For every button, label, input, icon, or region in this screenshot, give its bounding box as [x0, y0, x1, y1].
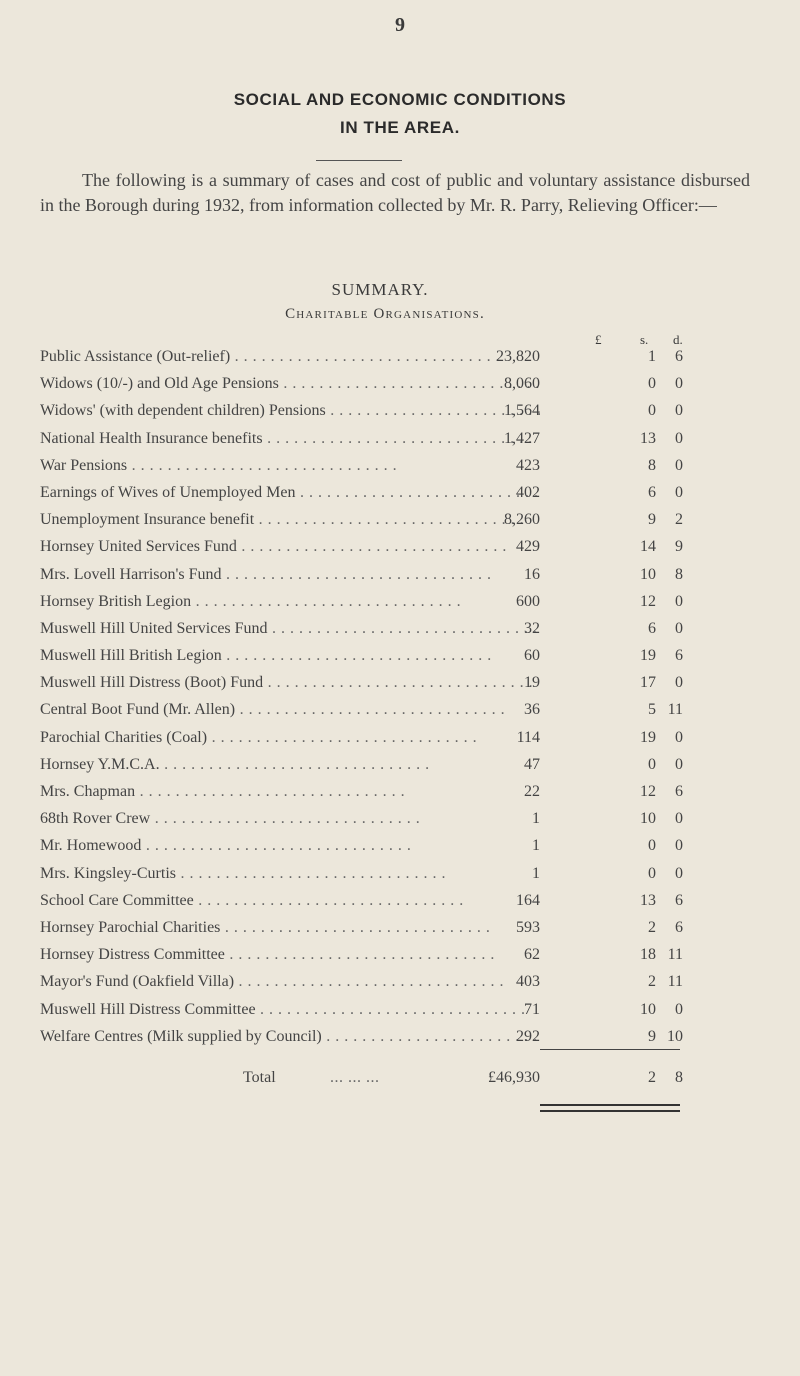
- table-row: [0, 371, 800, 398]
- total-pence: 8: [675, 1069, 683, 1086]
- row-name: Hornsey United Services Fund . . .: [40, 538, 540, 556]
- table-row: [0, 969, 800, 996]
- row-pounds: 62: [524, 946, 540, 964]
- column-header-pounds: £: [595, 332, 602, 347]
- row-shillings: 0: [648, 402, 656, 420]
- row-name: National Health Insurance benefits . . .: [40, 430, 540, 448]
- row-pence: 9: [675, 538, 683, 556]
- row-shillings: 14: [640, 538, 656, 556]
- row-name: Hornsey British Legion . . .: [40, 593, 540, 611]
- row-pounds: 403: [516, 973, 540, 991]
- row-name: Muswell Hill Distress Committee . . .: [40, 1001, 540, 1019]
- total-leader-dots: ... ... ...: [330, 1069, 380, 1086]
- row-pounds: 1: [532, 810, 540, 828]
- row-pence: 0: [675, 456, 683, 474]
- row-name: Hornsey Distress Committee . . .: [40, 946, 540, 964]
- row-pence: 0: [675, 810, 683, 828]
- row-pounds: 600: [516, 592, 540, 610]
- row-shillings: 10: [640, 810, 656, 828]
- row-pence: 0: [675, 674, 683, 692]
- row-pounds: 593: [516, 918, 540, 936]
- row-pence: 0: [675, 483, 683, 501]
- total-pounds: £46,930: [488, 1069, 540, 1086]
- row-pence: 6: [675, 918, 683, 936]
- row-pence: 0: [675, 592, 683, 610]
- row-shillings: 2: [648, 918, 656, 936]
- intro-paragraph: The following is a summary of cases and cost of public and voluntary assistance disbursed in the Borough during 1932, from information collected by Mr. R. Parry, Relieving Officer:—: [40, 170, 750, 215]
- row-name: Widows (10/-) and Old Age Pensions . . .: [40, 375, 540, 393]
- row-pounds: 1: [532, 864, 540, 882]
- total-double-rule-upper: [540, 1104, 680, 1106]
- row-shillings: 2: [648, 973, 656, 991]
- row-pence: 0: [675, 375, 683, 393]
- row-pounds: 36: [524, 701, 540, 719]
- row-pence: 8: [675, 565, 683, 583]
- row-pounds: 114: [516, 728, 540, 746]
- row-shillings: 0: [648, 755, 656, 773]
- table-row: [0, 833, 800, 860]
- row-pence: 0: [675, 1000, 683, 1018]
- section-heading: SOCIAL AND ECONOMIC CONDITIONS: [233, 90, 567, 109]
- row-pence: 6: [675, 783, 683, 800]
- row-name: Unemployment Insurance benefit . . .: [40, 511, 540, 529]
- table-row: [0, 398, 800, 425]
- row-name: Hornsey Y.M.C.A. . . .: [40, 756, 540, 774]
- table-row: [0, 888, 800, 915]
- total-double-rule-lower: [540, 1110, 680, 1112]
- table-row: [0, 344, 800, 371]
- row-name: Mrs. Lovell Harrison's Fund . . .: [40, 566, 540, 584]
- row-name: Hornsey Parochial Charities . . .: [40, 919, 540, 937]
- row-pence: 0: [675, 619, 683, 637]
- row-pounds: 16: [524, 565, 540, 583]
- row-shillings: 6: [648, 619, 656, 637]
- row-shillings: 1: [648, 348, 656, 365]
- table-row: [0, 942, 800, 969]
- summary-title: SUMMARY.: [331, 280, 429, 299]
- row-pounds: 71: [524, 1000, 540, 1018]
- total-shillings: 2: [648, 1069, 656, 1086]
- table-row: [0, 589, 800, 616]
- table-row: [0, 697, 800, 724]
- row-shillings: 5: [648, 701, 656, 719]
- row-pence: 0: [675, 402, 683, 420]
- table-row: [0, 507, 800, 534]
- row-pounds: 1,427: [504, 429, 540, 447]
- table-row: [0, 915, 800, 942]
- row-pounds: 8,060: [504, 375, 540, 393]
- row-name: 68th Rover Crew . . .: [40, 810, 540, 828]
- page-number: 9: [395, 14, 405, 36]
- table-row: [0, 806, 800, 833]
- row-pounds: 402: [516, 483, 540, 501]
- row-shillings: 19: [640, 728, 656, 746]
- row-pounds: 8,260: [504, 511, 540, 529]
- table-row: [0, 453, 800, 480]
- row-shillings: 9: [648, 1027, 656, 1045]
- row-pounds: 429: [516, 538, 540, 556]
- row-pence: 0: [675, 429, 683, 447]
- row-name: Mrs. Kingsley-Curtis . . .: [40, 865, 540, 883]
- table-row: [0, 562, 800, 589]
- table-row: [0, 725, 800, 752]
- row-pounds: 60: [524, 647, 540, 665]
- row-shillings: 13: [640, 429, 656, 447]
- row-pence: 6: [675, 647, 683, 665]
- row-pence: 0: [675, 864, 683, 882]
- column-header-shillings: s.: [640, 332, 649, 347]
- row-shillings: 0: [648, 837, 656, 855]
- row-pence: 11: [667, 946, 683, 964]
- row-name: Mayor's Fund (Oakfield Villa) . . .: [40, 973, 540, 991]
- row-pence: 0: [675, 837, 683, 855]
- table-row: [0, 616, 800, 643]
- row-shillings: 6: [648, 483, 656, 501]
- row-pounds: 22: [524, 783, 540, 800]
- row-pounds: 164: [516, 891, 540, 909]
- row-pounds: 1: [532, 837, 540, 855]
- row-shillings: 0: [648, 864, 656, 882]
- row-shillings: 0: [648, 375, 656, 393]
- row-name: Central Boot Fund (Mr. Allen) . . .: [40, 701, 540, 719]
- table-row: [0, 643, 800, 670]
- row-shillings: 9: [648, 511, 656, 529]
- row-name: Mrs. Chapman . . .: [40, 783, 540, 801]
- row-pence: 10: [667, 1027, 683, 1045]
- charitable-organisations-title: Charitable Organisations.: [285, 306, 485, 322]
- table-row: [0, 1024, 800, 1051]
- table-row: [0, 752, 800, 779]
- row-name: Parochial Charities (Coal) . . .: [40, 729, 540, 747]
- row-name: Mr. Homewood . . .: [40, 837, 540, 855]
- row-pence: 11: [667, 701, 683, 719]
- table-row: [0, 997, 800, 1024]
- total-rule: [540, 1049, 680, 1050]
- table-row: [0, 534, 800, 561]
- table-row: [0, 779, 800, 806]
- row-pounds: 47: [524, 755, 540, 773]
- row-shillings: 12: [640, 783, 656, 800]
- row-name: Muswell Hill United Services Fund . . .: [40, 620, 540, 638]
- row-pounds: 19: [524, 674, 540, 692]
- row-shillings: 19: [640, 647, 656, 665]
- row-shillings: 18: [640, 946, 656, 964]
- row-pence: 2: [675, 511, 683, 529]
- row-pounds: 32: [524, 619, 540, 637]
- row-pounds: 423: [516, 456, 540, 474]
- row-shillings: 10: [640, 565, 656, 583]
- row-pence: 11: [667, 973, 683, 991]
- total-label: Total: [243, 1069, 276, 1086]
- row-name: Muswell Hill Distress (Boot) Fund . . .: [40, 674, 540, 692]
- row-shillings: 17: [640, 674, 656, 692]
- row-shillings: 12: [640, 592, 656, 610]
- row-name: Earnings of Wives of Unemployed Men . . .: [40, 484, 540, 502]
- table-row: [0, 670, 800, 697]
- section-subheading: IN THE AREA.: [340, 118, 460, 137]
- row-pounds: 1,564: [504, 402, 540, 420]
- row-name: Welfare Centres (Milk supplied by Council) . . .: [40, 1028, 540, 1046]
- row-pence: 6: [675, 348, 683, 365]
- table-row: [0, 480, 800, 507]
- table-row: [0, 861, 800, 888]
- row-name: School Care Committee . . .: [40, 892, 540, 910]
- row-shillings: 10: [640, 1000, 656, 1018]
- total-row: [0, 1065, 800, 1093]
- row-name: War Pensions . . .: [40, 457, 540, 475]
- table-row: [0, 426, 800, 453]
- row-name: Widows' (with dependent children) Pensions . . .: [40, 402, 540, 420]
- row-pounds: 292: [516, 1027, 540, 1045]
- divider-rule: [316, 160, 402, 161]
- row-shillings: 13: [640, 891, 656, 909]
- row-pounds: 23,820: [496, 348, 540, 365]
- column-header-pence: d.: [673, 332, 683, 347]
- row-pence: 6: [675, 891, 683, 909]
- row-name: Muswell Hill British Legion . . .: [40, 647, 540, 665]
- assistance-table: [0, 344, 800, 1051]
- row-name: Public Assistance (Out-relief) . . .: [40, 348, 540, 366]
- row-shillings: 8: [648, 456, 656, 474]
- row-pence: 0: [675, 755, 683, 773]
- row-pence: 0: [675, 728, 683, 746]
